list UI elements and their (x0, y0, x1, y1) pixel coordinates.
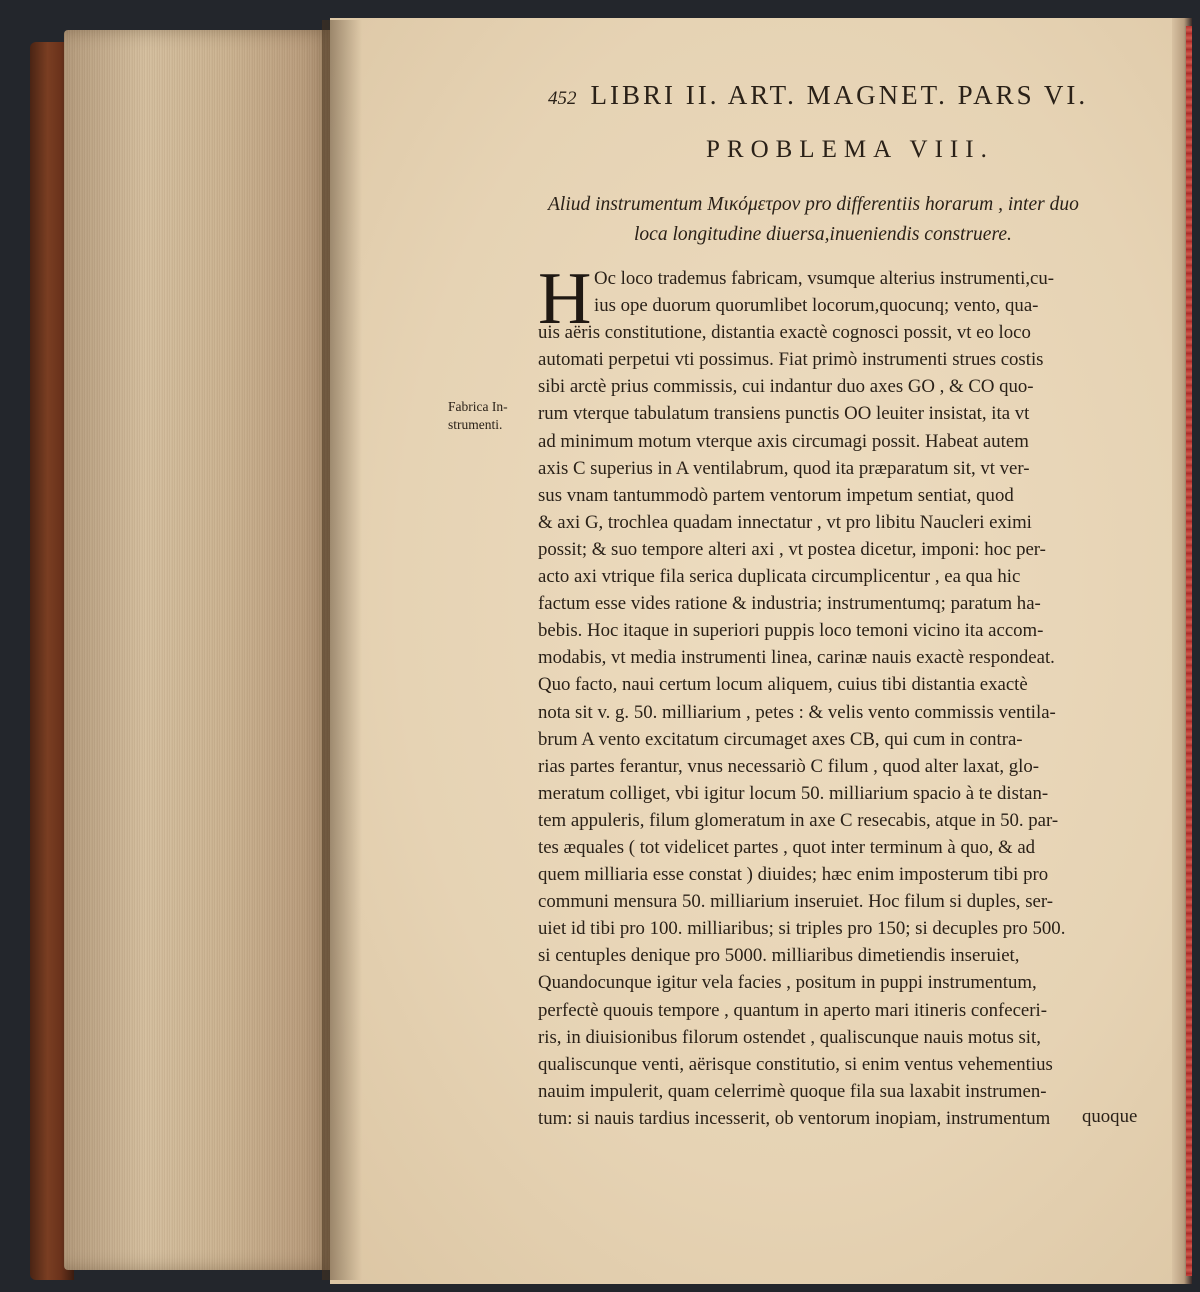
margin-note-line: strumenti. (448, 417, 503, 432)
gutter-shadow (322, 20, 362, 1280)
problem-subtitle (548, 190, 1148, 250)
body-line: & axi G, trochlea quadam innectatur , vt pro libitu Naucleri eximi (538, 511, 1032, 533)
catchword: quoque (1082, 1106, 1138, 1127)
body-line: communi mensura 50. milliarium inseruiet. Hoc filum si duples, ser- (538, 891, 1053, 913)
body-line: bebis. Hoc itaque in superiori puppis loco temoni vicino ita accom- (538, 620, 1044, 642)
body-line: modabis, vt media instrumenti linea, carinæ nauis exactè respondeat. (538, 647, 1055, 669)
running-head-title: LIBRI II. ART. MAGNET. PARS VI. (590, 80, 1089, 110)
body-line: meratum colliget, vbi igitur locum 50. milliarium spacio à te distan- (538, 782, 1049, 804)
body-line: uis aëris constitutione, distantia exactè cognosci possit, vt eo loco (538, 322, 1031, 344)
body-line: Quandocunque igitur vela facies , positum in puppi instrumentum, (538, 972, 1037, 994)
red-page-edge (1186, 26, 1192, 1276)
subtitle-line: loca longitudine diuersa,inueniendis construere. (634, 224, 1012, 245)
body-line: possit; & suo tempore alteri axi , vt postea dicetur, imponi: hoc per- (538, 538, 1046, 560)
body-line: tum: si nauis tardius incesserit, ob ventorum inopiam, instrumentum (538, 1107, 1051, 1129)
margin-note-line: Fabrica In- (448, 399, 508, 414)
body-line: uiet id tibi pro 100. milliaribus; si triples pro 150; si decuples pro 500. (538, 918, 1066, 940)
body-line: axis C superius in A ventilabrum, quod ita præparatum sit, vt ver- (538, 457, 1030, 479)
problem-title: PROBLEMA VIII. (706, 136, 994, 163)
body-line: sibi arctè prius commissis, cui indantur duo axes GO , & CO quo- (538, 376, 1034, 398)
body-line: nauim impulerit, quam celerrimè quoque fila sua laxabit instrumen- (538, 1080, 1047, 1102)
body-line: nota sit v. g. 50. milliarium , petes : & velis vento commissis ventila- (538, 701, 1056, 723)
body-line: sus vnam tantummodò partem ventorum impetum sentiat, quod (538, 484, 1014, 506)
body-line: si centuples denique pro 5000. milliaribus dimetiendis inseruiet, (538, 945, 1020, 967)
body-line: rum vterque tabulatum transiens punctis OO leuiter insistat, ita vt (538, 403, 1030, 425)
body-line: factum esse vides ratione & industria; instrumentumq; paratum ha- (538, 593, 1041, 615)
body-line: rias partes ferantur, vnus necessariò C filum , quod alter laxat, glo- (538, 755, 1039, 777)
body-line: acto axi vtrique fila serica duplicata circumplicentur , ea qua hic (538, 566, 1021, 588)
body-line: qualiscunque venti, aërisque constitutio, si enim ventus vehementius (538, 1053, 1053, 1075)
body-line: ad minimum motum vterque axis circumagi possit. Habeat autem (538, 430, 1029, 452)
running-head (548, 80, 1148, 111)
body-line: tes æquales ( tot videlicet partes , quot inter terminum à quo, & ad (538, 836, 1036, 858)
body-line: Oc loco trademus fabricam, vsumque alterius instrumenti,cu- (594, 268, 1055, 289)
body-line: ris, in diuisionibus filorum ostendet , qualiscunque nauis motus sit, (538, 1026, 1041, 1048)
margin-note (448, 398, 544, 434)
body-text (538, 265, 1130, 1132)
body-line: tem appuleris, filum glomeratum in axe C resecabis, atque in 50. par- (538, 809, 1059, 831)
body-line: Quo facto, naui certum locum aliquem, cuius tibi distantia exactè (538, 674, 1028, 696)
body-line: quem milliaria esse constat ) diuides; hæc enim imposterum tibi pro (538, 864, 1049, 886)
body-line: ius ope duorum quorumlibet locorum,quocunq; vento, qua- (594, 295, 1039, 317)
page-number: 452 (548, 88, 577, 109)
body-line: automati perpetui vti possimus. Fiat primò instrumenti strues costis (538, 349, 1044, 371)
body-line: brum A vento excitatum circumaget axes CB, qui cum in contra- (538, 728, 1023, 750)
subtitle-line: Aliud instrumentum Μικόμετρον pro differentiis horarum , inter duo (548, 194, 1079, 215)
drop-cap: H (538, 258, 592, 340)
page-stack-fore-edge (64, 30, 336, 1270)
body-line: perfectè quouis tempore , quantum in aperto mari itineris confeceri- (538, 999, 1047, 1021)
